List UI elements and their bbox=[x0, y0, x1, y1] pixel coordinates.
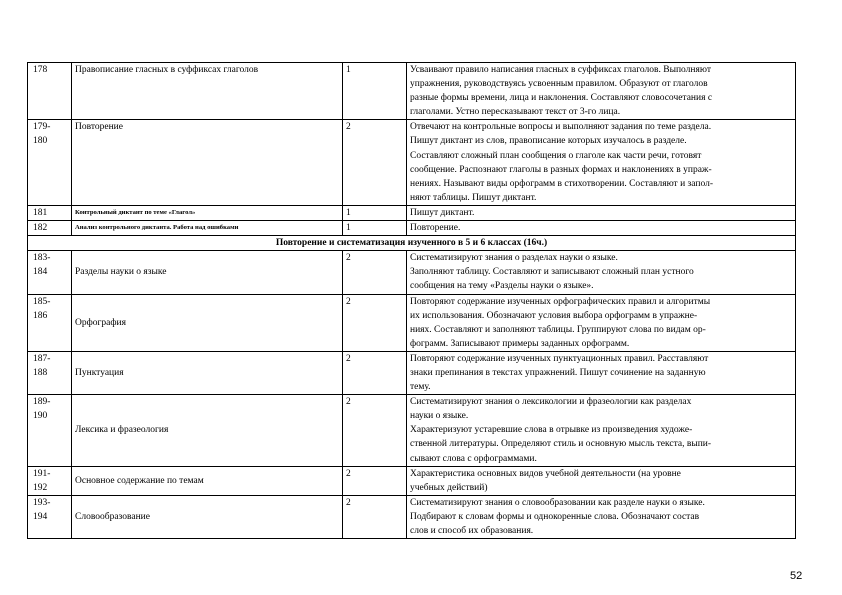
table-row bbox=[28, 294, 796, 351]
table-row bbox=[28, 205, 796, 220]
lesson-activity: Отвечают на контрольные вопросы и выполняют задания по теме раздела. Пишут диктант из слов, правописание которых изучалось в разделе. Составляют сложный план сообщения о глаголе как части речи, готовят сообщение. Распознают глаголы в разных формах и наклонениях в упраж- нениях. Называют виды орфограмм в стихотворении. Составляют и запол- няют таблицы. Пишут диктант. bbox=[407, 120, 796, 206]
lesson-number: 187- 188 bbox=[28, 351, 72, 394]
table-row bbox=[28, 466, 796, 495]
lesson-activity: Систематизируют знания о лексикологии и фразеологии как разделах науки о языке. Характеризуют устаревшие слова в отрывке из произведения художе- ственной литературы. Определяют стиль и основную мысль текста, выпи- сывают слова с орфограммами. bbox=[407, 395, 796, 466]
table-row bbox=[28, 395, 796, 466]
lesson-topic: Словообразование bbox=[72, 495, 343, 538]
lesson-activity: Усваивают правило написания гласных в суффиксах глаголов. Выполняют упражнения, руководствуясь усвоенным правилом. Образуют от глаголов разные формы времени, лица и наклонения. Составляют словосочетания с глаголами. Устно пересказывают текст от 3-го лица. bbox=[407, 63, 796, 120]
lesson-topic: Анализ контрольного диктанта. Работа над ошибками bbox=[72, 221, 343, 236]
lesson-hours: 2 bbox=[343, 495, 407, 538]
lesson-hours: 2 bbox=[343, 120, 407, 206]
section-row bbox=[28, 236, 796, 251]
lesson-topic: Лексика и фразеология bbox=[72, 395, 343, 466]
lesson-number: 183- 184 bbox=[28, 251, 72, 294]
lesson-hours: 2 bbox=[343, 395, 407, 466]
lesson-topic: Основное содержание по темам bbox=[72, 466, 343, 495]
lesson-number: 182 bbox=[28, 221, 72, 236]
lesson-activity: Повторение. bbox=[407, 221, 796, 236]
lesson-number: 179- 180 bbox=[28, 120, 72, 206]
lesson-number: 193- 194 bbox=[28, 495, 72, 538]
lesson-hours: 2 bbox=[343, 294, 407, 351]
lesson-topic: Правописание гласных в суффиксах глаголов bbox=[72, 63, 343, 120]
lesson-topic: Разделы науки о языке bbox=[72, 251, 343, 294]
section-heading: Повторение и систематизация изученного в 5 и 6 классах (16ч.) bbox=[28, 236, 796, 251]
lesson-activity: Систематизируют знания о словообразовании как разделе науки о языке. Подбирают к словам формы и однокоренные слова. Обозначают состав слов и способ их образования. bbox=[407, 495, 796, 538]
lesson-hours: 2 bbox=[343, 466, 407, 495]
table-row bbox=[28, 221, 796, 236]
lesson-number: 181 bbox=[28, 205, 72, 220]
lesson-activity: Систематизируют знания о разделах науки о языке. Заполняют таблицу. Составляют и записывают сложный план устного сообщения на тему «Разделы науки о языке». bbox=[407, 251, 796, 294]
lesson-hours: 1 bbox=[343, 63, 407, 120]
table-row bbox=[28, 63, 796, 120]
lesson-hours: 1 bbox=[343, 205, 407, 220]
lesson-topic: Контрольный диктант по теме «Глагол» bbox=[72, 205, 343, 220]
lesson-plan-table bbox=[27, 62, 796, 539]
lesson-number: 185- 186 bbox=[28, 294, 72, 351]
table-row bbox=[28, 120, 796, 206]
table-row bbox=[28, 251, 796, 294]
lesson-activity: Пишут диктант. bbox=[407, 205, 796, 220]
lesson-topic: Повторение bbox=[72, 120, 343, 206]
lesson-hours: 1 bbox=[343, 221, 407, 236]
lesson-hours: 2 bbox=[343, 251, 407, 294]
table-row bbox=[28, 495, 796, 538]
lesson-activity: Повторяют содержание изученных орфографических правил и алгоритмы их использования. Обозначают условия выбора орфограмм в упражне- ниях. Составляют и заполняют таблицы. Группируют слова по видам ор- фограмм. Записывают примеры заданных орфограмм. bbox=[407, 294, 796, 351]
lesson-number: 189- 190 bbox=[28, 395, 72, 466]
lesson-number: 178 bbox=[28, 63, 72, 120]
page-number: 52 bbox=[790, 570, 803, 582]
lesson-activity: Повторяют содержание изученных пунктуационных правил. Расставляют знаки препинания в текстах упражнений. Пишут сочинение на заданную тему. bbox=[407, 351, 796, 394]
document-page bbox=[27, 62, 795, 539]
lesson-topic: Пунктуация bbox=[72, 351, 343, 394]
lesson-activity: Характеристика основных видов учебной деятельности (на уровне учебных действий) bbox=[407, 466, 796, 495]
table-row bbox=[28, 351, 796, 394]
lesson-topic: Орфография bbox=[72, 294, 343, 351]
lesson-hours: 2 bbox=[343, 351, 407, 394]
lesson-number: 191- 192 bbox=[28, 466, 72, 495]
